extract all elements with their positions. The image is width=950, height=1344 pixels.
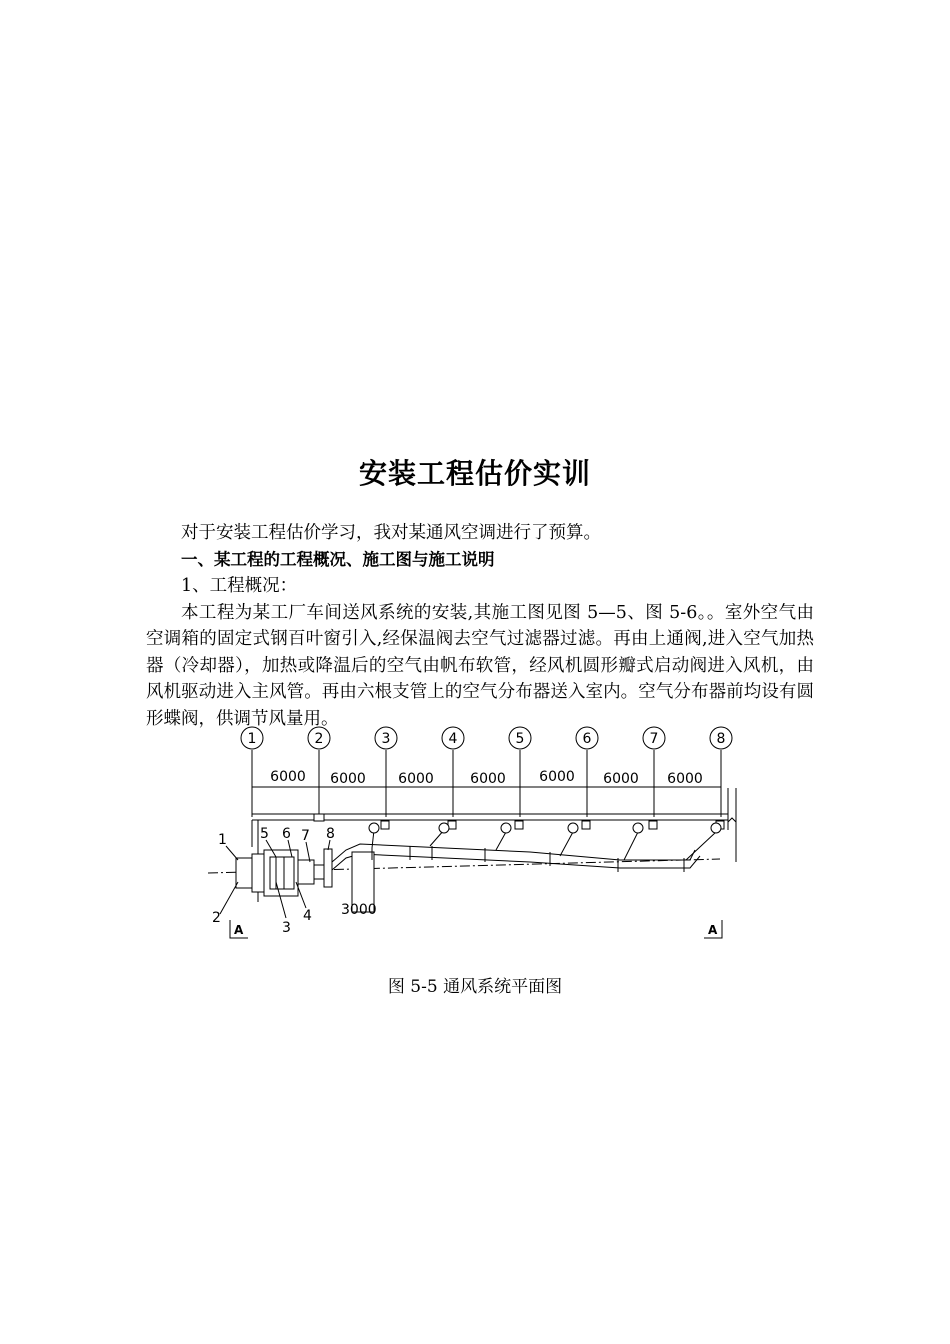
- axis-label: 1: [247, 731, 257, 747]
- svg-text:A: A: [234, 923, 244, 937]
- subsection-heading: 1、工程概况：: [181, 576, 298, 596]
- dimension-label: 6000: [470, 771, 506, 787]
- dimension-label: 6000: [330, 771, 366, 787]
- air-handling-unit: [236, 849, 332, 896]
- branches: [369, 823, 721, 860]
- section-heading: 一、某工程的工程概况、施工图与施工说明: [181, 549, 495, 569]
- ventilation-plan-drawing: [200, 722, 760, 947]
- page-title: 安装工程估价实训: [358, 457, 591, 490]
- component-label: 1: [218, 832, 227, 848]
- axis-circles: [241, 727, 732, 749]
- axis-label: 8: [716, 731, 726, 747]
- body-text: [146, 520, 814, 732]
- section-mark-right: [704, 920, 722, 938]
- description-paragraph: 本工程为某工厂车间送风系统的安装,其施工图见图 5—5、图 5-6。。室外空气由空调箱的固定式钢百叶窗引入,经保温阀去空气过滤器过滤。再由上通阀,进入空气加热器（冷却器），加热或降温后的空气由帆布软管，经风机圆形瓣式启动阀进入风机，由风机驱动进入主风管。再由六根支管上的空气分布器送入室内。空气分布器前均设有圆形蝶阀，供调节风量用。: [146, 602, 814, 729]
- section-mark-left: [230, 920, 248, 938]
- component-label: 5: [260, 826, 269, 842]
- lower-dimension: 3000: [341, 902, 377, 918]
- axis-label: 6: [582, 731, 592, 747]
- svg-text:A: A: [708, 923, 718, 937]
- dimension-label: 6000: [270, 769, 306, 785]
- component-label: 4: [303, 908, 312, 924]
- dimension-label: 6000: [398, 771, 434, 787]
- component-label: 8: [326, 826, 335, 842]
- axis-label: 5: [515, 731, 525, 747]
- component-label: 2: [212, 910, 221, 926]
- dimension-label: 6000: [667, 771, 703, 787]
- dimension-label: 6000: [603, 771, 639, 787]
- component-label: 7: [301, 828, 310, 844]
- dimension-label: 6000: [539, 769, 575, 785]
- axis-label: 4: [448, 731, 458, 747]
- axis-label: 3: [381, 731, 391, 747]
- axis-label: 2: [314, 731, 324, 747]
- intro-paragraph: 对于安装工程估价学习，我对某通风空调进行了预算。: [181, 523, 601, 543]
- figure-caption: 图 5-5 通风系统平面图: [387, 977, 563, 997]
- main-duct: [332, 844, 700, 912]
- component-label: 3: [282, 920, 291, 936]
- axis-label: 7: [649, 731, 659, 747]
- component-label: 6: [282, 826, 291, 842]
